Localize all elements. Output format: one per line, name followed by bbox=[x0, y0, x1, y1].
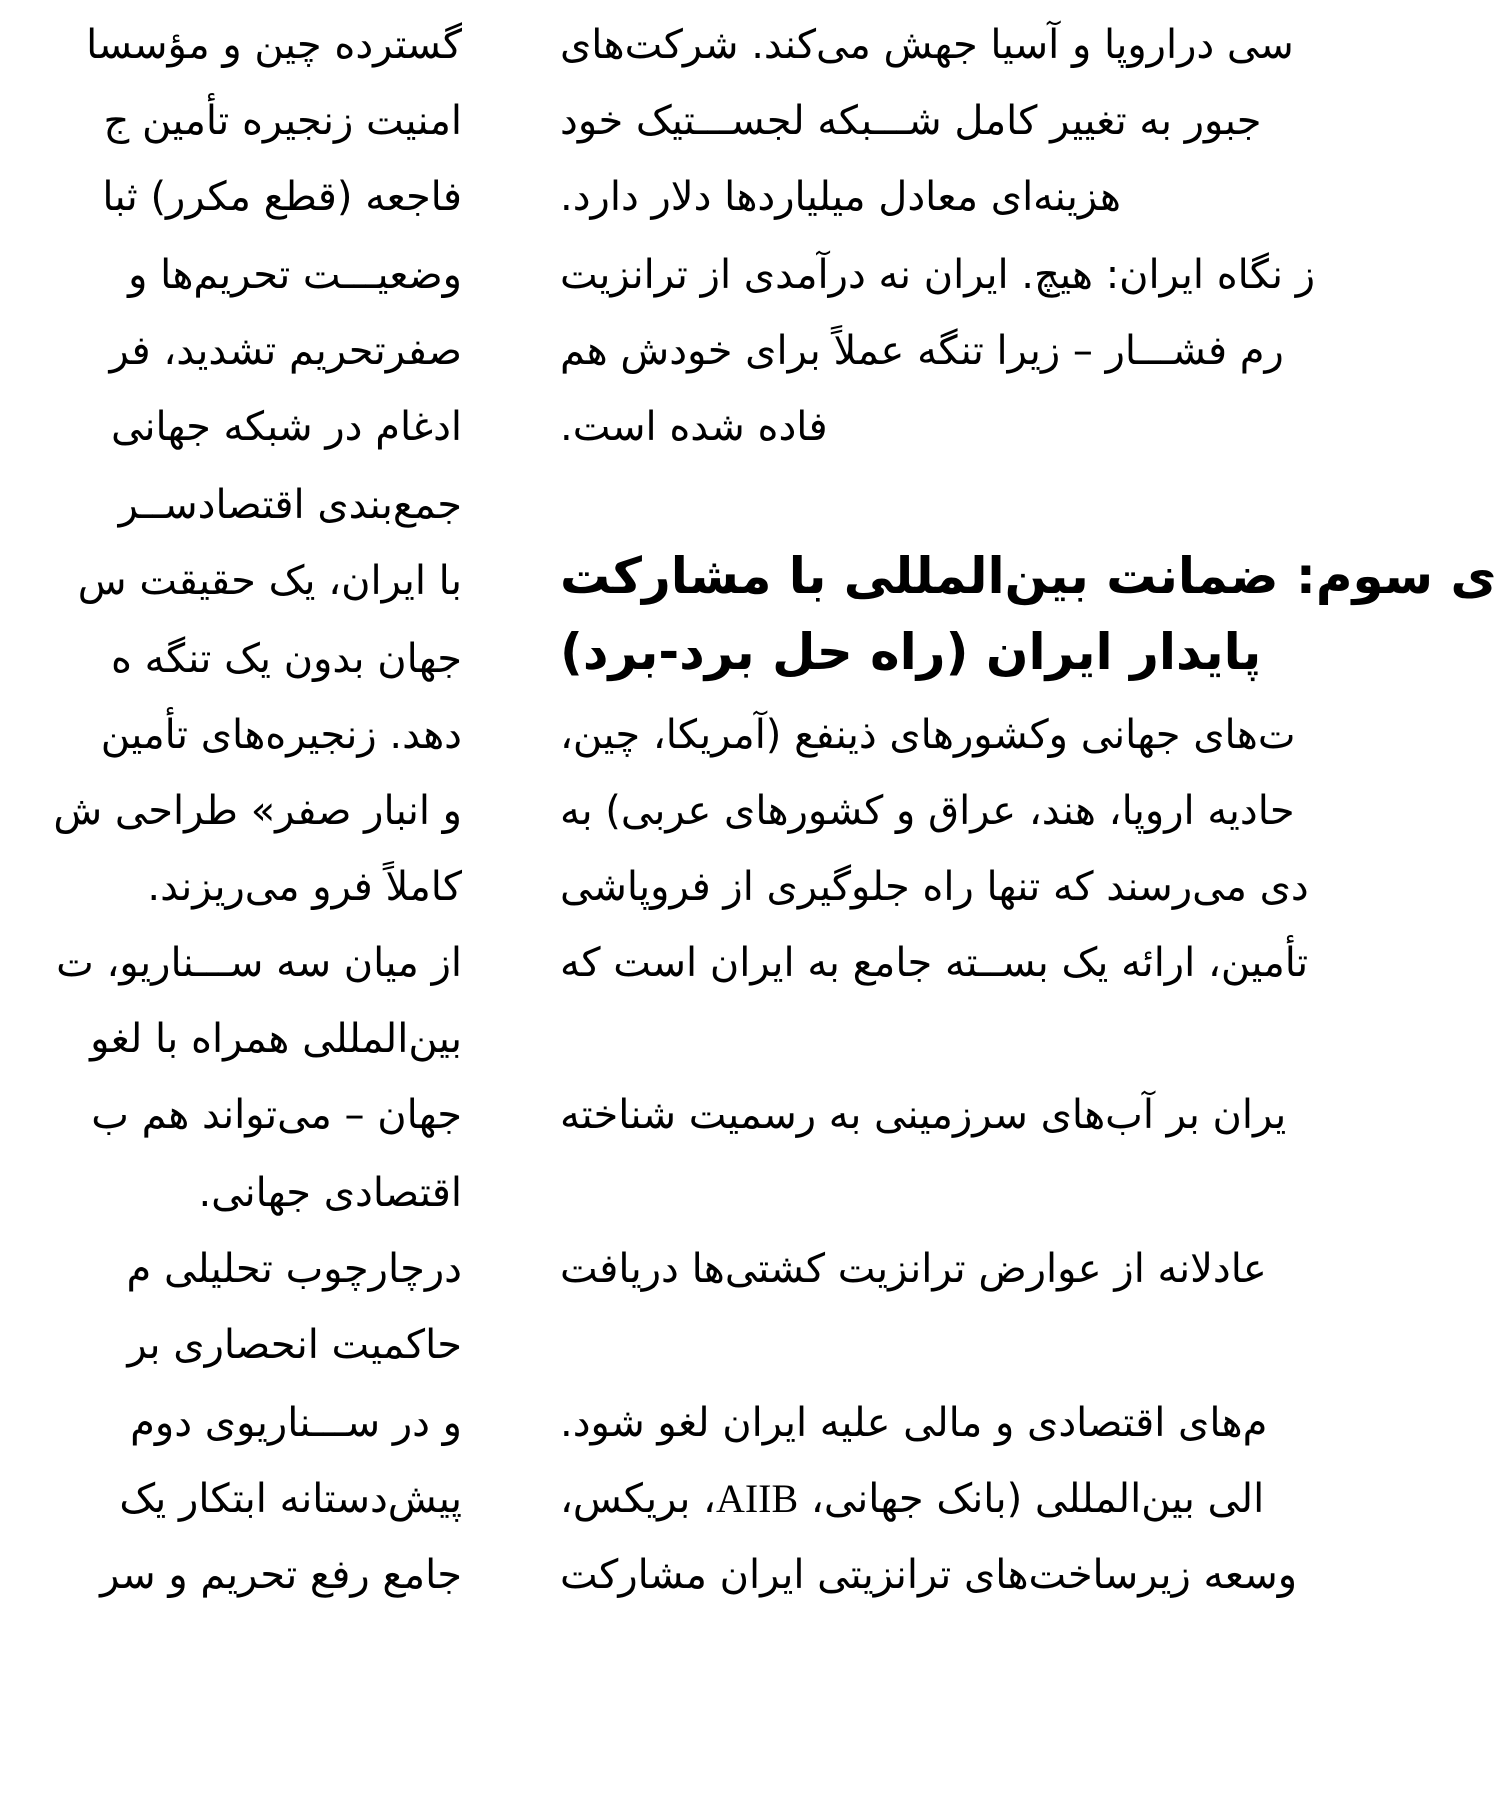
text-line: هزینه‌ای معادل میلیاردها دلار دارد. bbox=[560, 174, 1121, 220]
text-line: جهان بدون یک تنگه ه bbox=[110, 636, 462, 682]
section-heading: ی سوم: ضمانت بین‌المللی با مشارکت bbox=[560, 547, 1497, 605]
text-line: رم فشـــار – زیرا تنگه عملاً برای خودش هم bbox=[560, 328, 1284, 374]
list-item: یران بر آب‌های سرزمینی به رسمیت شناخته bbox=[560, 1092, 1287, 1138]
text-line: از میان سه ســـناریو، ت bbox=[56, 940, 462, 986]
text-line: درچارچوب تحلیلی م bbox=[126, 1246, 462, 1292]
text-line: دهد. زنجیره‌های تأمین bbox=[100, 712, 462, 758]
section-heading: پایدار ایران (راه حل برد-برد) bbox=[560, 623, 1262, 681]
text-line: ادغام در شبکه جهانی bbox=[110, 404, 462, 450]
text-line: جبور به تغییر کامل شـــبکه لجســـتیک خود bbox=[560, 98, 1262, 144]
text-line: کاملاً فرو می‌ریزند. bbox=[147, 864, 462, 910]
text-line: ز نگاه ایران: هیچ. ایران نه درآمدی از ترانزیت bbox=[560, 252, 1316, 298]
list-item bbox=[560, 1474, 1264, 1524]
text-line: صفرتحریم تشدید، فر bbox=[109, 328, 462, 374]
right-column bbox=[560, 0, 1500, 1818]
text-line: ت‌های جهانی وکشورهای ذینفع (آمریکا، چین، bbox=[560, 712, 1296, 758]
item-text: ، بریکس، bbox=[560, 1476, 716, 1522]
latin-acronym: AIIB bbox=[715, 1476, 799, 1521]
text-line: گسترده چین و مؤسسا bbox=[86, 22, 462, 68]
list-item: وسعه زیرساخت‌های ترانزیتی ایران مشارکت bbox=[560, 1552, 1298, 1598]
text-line: پیش‌دستانه ابتکار یک bbox=[119, 1476, 462, 1522]
text-line: امنیت زنجیره تأمین ج bbox=[103, 98, 462, 144]
text-line: حادیه اروپا، هند، عراق و کشورهای عربی) به bbox=[560, 788, 1295, 834]
text-line: فاده شده است. bbox=[560, 404, 828, 450]
item-text: الی بین‌المللی (بانک جهانی، bbox=[798, 1476, 1265, 1522]
list-item: عادلانه از عوارض ترانزیت کشتی‌ها دریافت bbox=[560, 1246, 1267, 1292]
text-line: جمع‌بندی اقتصادســر bbox=[118, 482, 462, 528]
text-line: اقتصادی جهانی. bbox=[198, 1170, 462, 1216]
text-line: وضعیـــت تحریم‌ها و bbox=[128, 252, 462, 298]
text-line: سی دراروپا و آسیا جهش می‌کند. شرکت‌های bbox=[560, 22, 1294, 68]
text-line: و در ســـناریوی دوم bbox=[130, 1400, 462, 1446]
text-line: حاکمیت انحصاری بر bbox=[127, 1322, 462, 1368]
text-line: جامع رفع تحریم و سر bbox=[100, 1552, 462, 1598]
text-line: جهان – می‌تواند هم ب bbox=[91, 1092, 462, 1138]
text-line: تأمین، ارائه یک بســته جامع به ایران است که bbox=[560, 940, 1309, 986]
text-line: فاجعه (قطع مکرر) ثبا bbox=[102, 174, 462, 220]
text-line: دی می‌رسند که تنها راه جلوگیری از فروپاشی bbox=[560, 864, 1309, 910]
text-line: با ایران، یک حقیقت س bbox=[77, 558, 462, 604]
text-line: بین‌المللی همراه با لغو bbox=[90, 1016, 462, 1062]
text-line: و انبار صفر» طراحی ش bbox=[53, 788, 462, 834]
left-column bbox=[0, 0, 462, 1818]
list-item: م‌های اقتصادی و مالی علیه ایران لغو شود. bbox=[560, 1400, 1268, 1446]
